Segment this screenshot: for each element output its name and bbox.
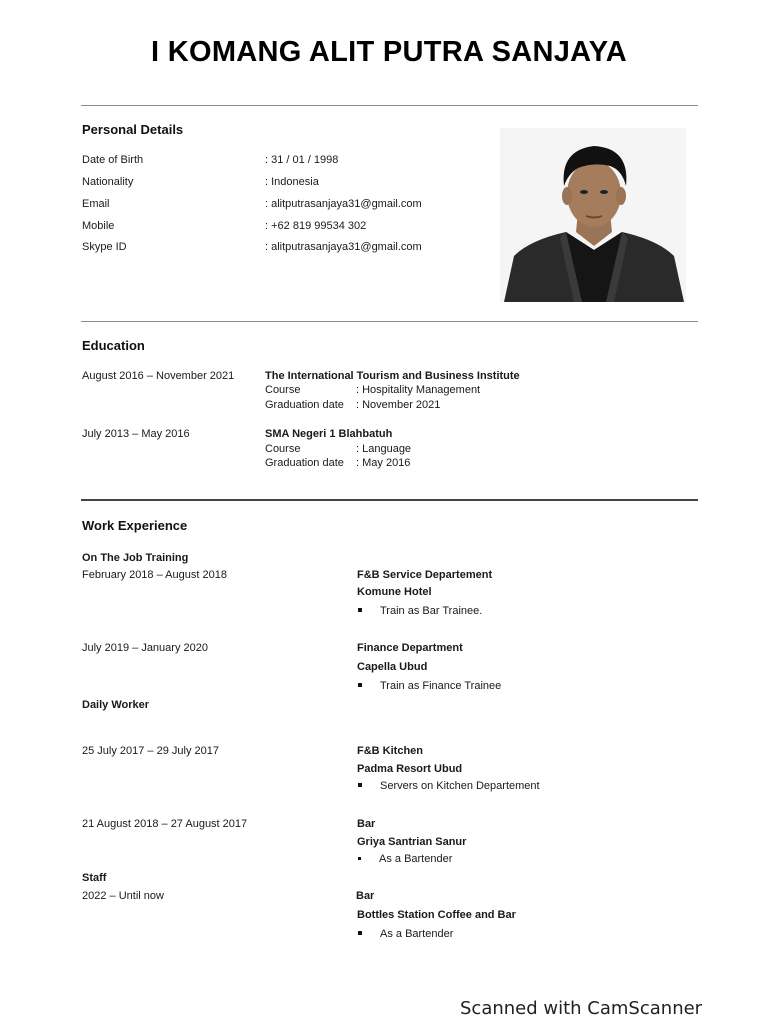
job-place: Bottles Station Coffee and Bar — [357, 909, 516, 921]
education-heading: Education — [82, 338, 145, 353]
job-task — [358, 605, 482, 617]
divider — [81, 321, 698, 322]
job-place: Capella Ubud — [357, 661, 428, 673]
job-period: 25 July 2017 – 29 July 2017 — [82, 745, 219, 757]
mobile-label: Mobile — [82, 220, 115, 232]
bullet-icon — [358, 931, 362, 935]
education-course-label: Course — [265, 384, 301, 396]
education-course-label: Course — [265, 443, 301, 455]
nationality-value: : Indonesia — [265, 176, 319, 188]
job-task-text: As a Bartender — [379, 853, 453, 865]
education-school: The International Tourism and Business Institute — [265, 370, 520, 382]
skype-label: Skype ID — [82, 241, 127, 253]
education-school: SMA Negeri 1 Blahbatuh — [265, 428, 393, 440]
education-grad-label: Graduation date — [265, 399, 344, 411]
job-period: 2022 – Until now — [82, 890, 164, 902]
skype-value: : alitputrasanjaya31@gmail.com — [265, 241, 422, 253]
job-period: 21 August 2018 – 27 August 2017 — [82, 818, 248, 830]
job-place: Komune Hotel — [357, 586, 432, 598]
job-department: F&B Service Departement — [357, 569, 493, 581]
job-place: Griya Santrian Sanur — [357, 836, 467, 848]
job-task — [358, 780, 540, 792]
dob-label: Date of Birth — [82, 154, 144, 166]
job-task-text: Train as Bar Trainee. — [380, 605, 483, 617]
job-department: Bar — [356, 890, 375, 902]
training-heading: On The Job Training — [82, 552, 189, 564]
bullet-icon — [358, 783, 362, 787]
education-course-value: : Hospitality Management — [356, 384, 481, 396]
personal-details-heading: Personal Details — [82, 122, 184, 137]
education-period: July 2013 – May 2016 — [82, 428, 190, 440]
divider — [81, 499, 698, 501]
job-task-text: As a Bartender — [380, 928, 454, 940]
work-experience-heading: Work Experience — [82, 518, 188, 533]
job-task — [358, 853, 452, 865]
job-task — [358, 680, 501, 692]
bullet-icon — [358, 608, 362, 612]
education-course-value: : Language — [356, 443, 412, 455]
staff-heading: Staff — [82, 872, 107, 884]
mobile-value: : +62 819 99534 302 — [265, 220, 367, 232]
education-period: August 2016 – November 2021 — [82, 370, 235, 382]
job-task-text: Train as Finance Trainee — [380, 680, 502, 692]
job-department: Bar — [357, 818, 376, 830]
bullet-icon — [358, 857, 361, 860]
bullet-icon — [358, 683, 362, 687]
email-value: : alitputrasanjaya31@gmail.com — [265, 198, 422, 210]
divider — [81, 105, 698, 106]
profile-photo — [500, 128, 686, 302]
job-task — [358, 928, 453, 940]
resume-name: I KOMANG ALIT PUTRA SANJAYA — [151, 36, 627, 68]
education-grad-value: : November 2021 — [356, 399, 441, 411]
daily-worker-heading: Daily Worker — [82, 699, 150, 711]
email-label: Email — [82, 198, 110, 210]
camscanner-watermark: Scanned with CamScanner — [460, 998, 703, 1019]
dob-value: : 31 / 01 / 1998 — [265, 154, 339, 166]
job-department: F&B Kitchen — [357, 745, 423, 757]
education-grad-label: Graduation date — [265, 457, 344, 469]
job-task-text: Servers on Kitchen Departement — [380, 780, 540, 792]
education-grad-value: : May 2016 — [356, 457, 411, 469]
job-place: Padma Resort Ubud — [357, 763, 463, 775]
job-period: July 2019 – January 2020 — [82, 642, 208, 654]
nationality-label: Nationality — [82, 176, 134, 188]
job-department: Finance Department — [357, 642, 463, 654]
job-period: February 2018 – August 2018 — [82, 569, 227, 581]
